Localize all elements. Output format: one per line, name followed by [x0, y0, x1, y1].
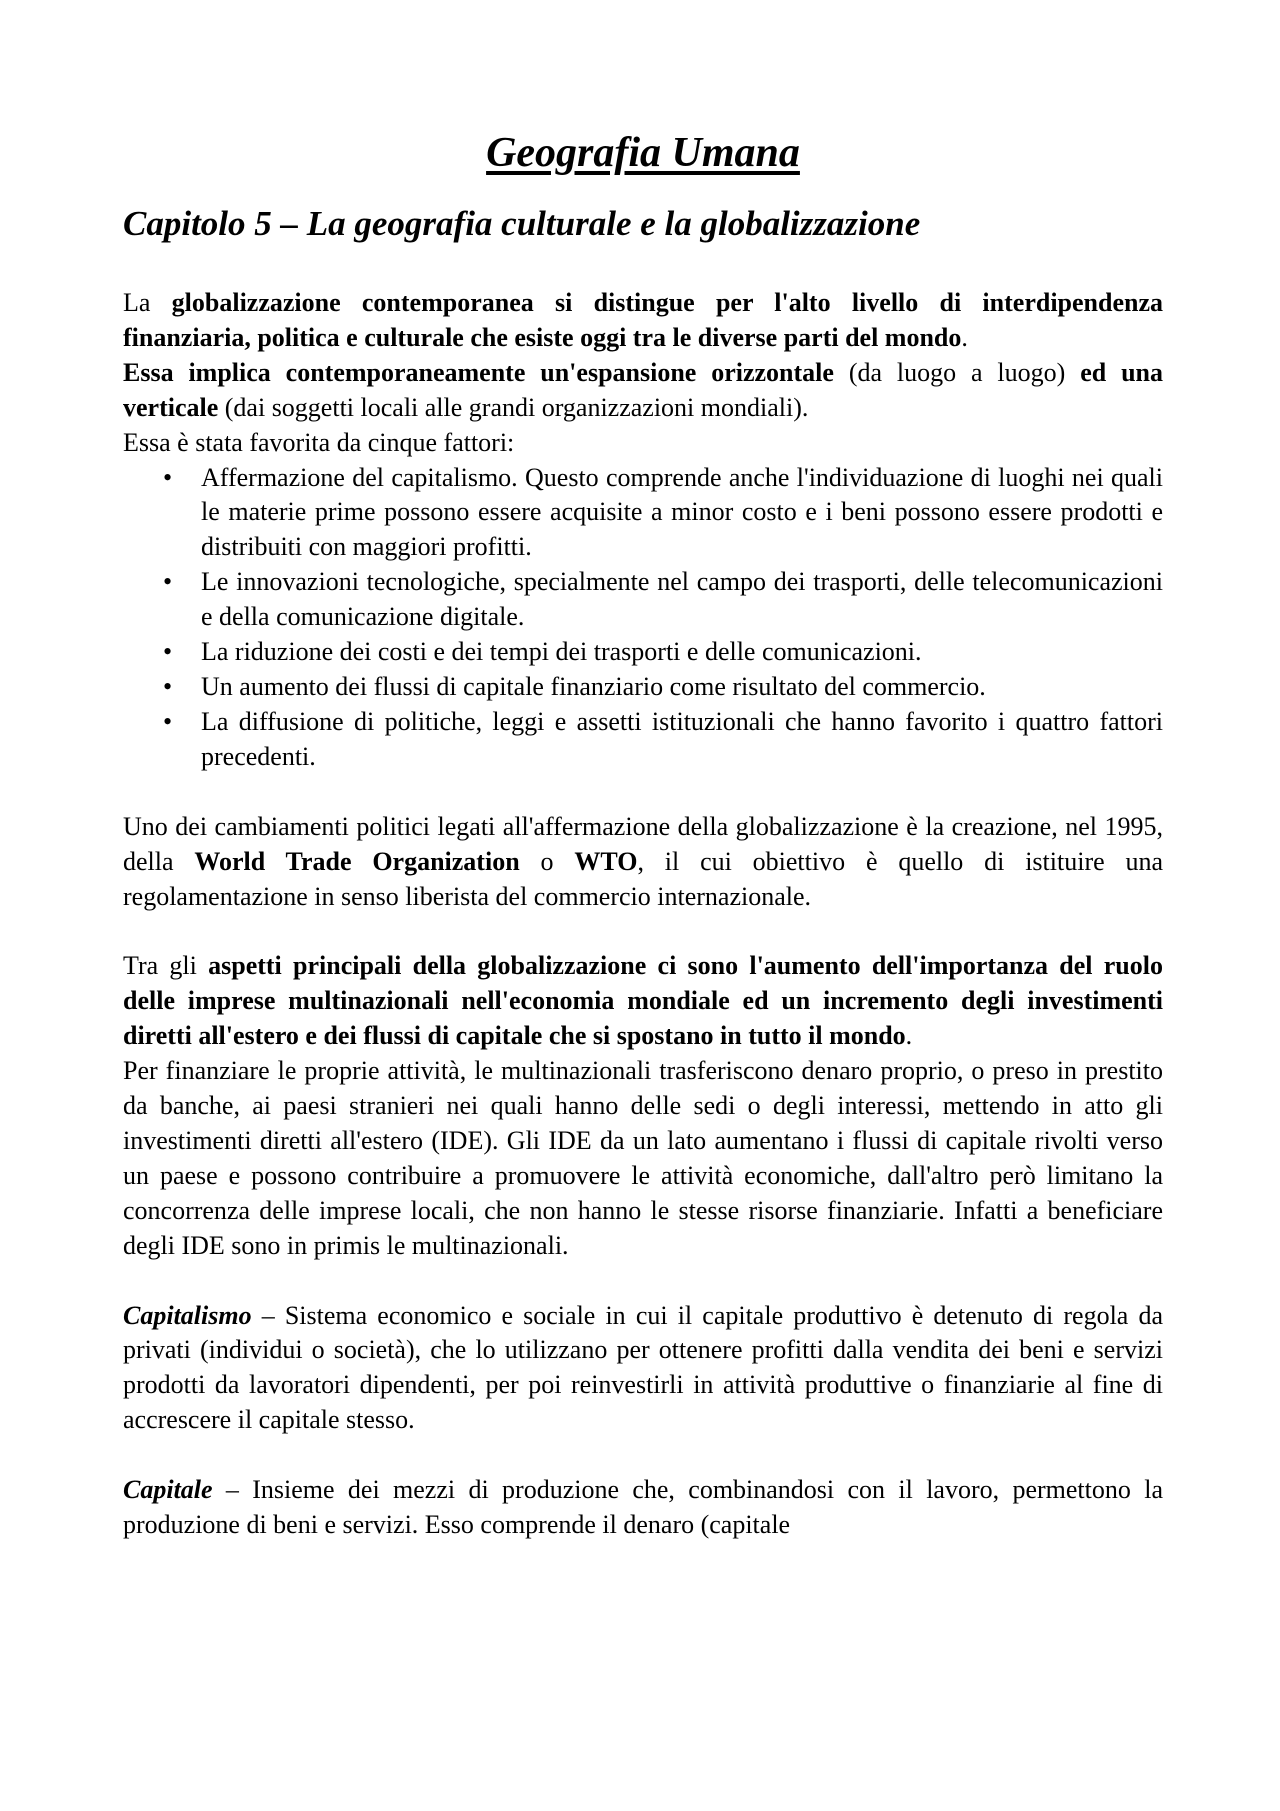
list-item — [123, 705, 1163, 775]
capitalismo-definition — [123, 1299, 1163, 1439]
list-item-text: Le innovazioni tecnologiche, specialmente nel campo dei trasporti, delle telecomunicazioni e della comunicazione digitale. — [201, 567, 1163, 632]
list-item-text: La riduzione dei costi e dei tempi dei trasporti e delle comunicazioni. — [201, 637, 922, 667]
list-item — [123, 461, 1163, 566]
bullet-icon: • — [163, 637, 173, 667]
intro-p2-text-d: (dai soggetti locali alle grandi organizzazioni mondiali). — [218, 392, 809, 422]
intro-p1-bold: globalizzazione contemporanea si distingue per l'alto livello di interdipendenza finanziaria, politica e culturale che esiste oggi tra le diverse parti del mondo — [123, 288, 1164, 352]
wto-name: World Trade Organization — [194, 846, 520, 876]
ide-paragraph: Per finanziare le proprie attività, le multinazionali trasferiscono denaro proprio, o preso in prestito da banche, ai paesi stranieri nei quali hanno delle sedi o degli interessi, mettendo in atto gli investimenti diretti all'estero (IDE). Gli IDE da un lato aumentano i flussi di capitale rivolti verso un paese e possono contribuire a promuovere le attività economiche, dall'altro però limitano la concorrenza delle imprese locali, che non hanno le stesse risorse finanziarie. Infatti a beneficiare degli IDE sono in primis le multinazionali. — [123, 1056, 1163, 1260]
list-item — [123, 670, 1163, 705]
aspects-text-c: . — [905, 1021, 913, 1051]
chapter-title: Capitolo 5 – La geografia culturale e la globalizzazione — [123, 204, 921, 243]
wto-text-c: o — [519, 846, 575, 876]
bullet-icon: • — [163, 706, 173, 736]
capitale-term: Capitale — [123, 1475, 213, 1505]
capitale-text: – Insieme dei mezzi di produzione che, combinandosi con il lavoro, permettono la produzione di beni e servizi. Esso comprende il denaro (capitale — [123, 1475, 1163, 1540]
bullet-icon: • — [163, 567, 173, 597]
intro-p2-bold-c: ed una verticale — [123, 357, 1163, 422]
list-item-text: La diffusione di politiche, leggi e assetti istituzionali che hanno favorito i quattro fattori precedenti. — [201, 706, 1163, 771]
list-item-text: Un aumento dei flussi di capitale finanziario come risultato del commercio. — [201, 671, 986, 701]
aspects-paragraph — [123, 949, 1163, 1054]
list-item — [123, 635, 1163, 670]
document-title: Geografia Umana — [486, 130, 800, 176]
wto-acronym: WTO — [574, 846, 638, 876]
capitalismo-term: Capitalismo — [123, 1300, 252, 1330]
bullet-icon: • — [163, 462, 173, 492]
intro-p1-text-c: . — [961, 322, 968, 352]
wto-paragraph — [123, 810, 1163, 915]
intro-paragraph-3: Essa è stata favorita da cinque fattori: — [123, 427, 515, 457]
wto-text-e: , il cui obiettivo è quello di istituire una regolamentazione in senso liberista del commercio internazionale. — [123, 846, 1164, 911]
document-page — [123, 128, 1163, 1543]
list-item-text: Affermazione del capitalismo. Questo comprende anche l'individuazione di luoghi nei quali le materie prime possono essere acquisite a minor costo e i beni possono essere prodotti e distribuiti con maggiori profitti. — [201, 462, 1163, 562]
capitale-definition — [123, 1473, 1163, 1543]
intro-paragraph-1 — [123, 286, 1163, 356]
wto-text-a: Uno dei cambiamenti politici legati all'affermazione della globalizzazione è la creazione, nel 1995, della — [123, 811, 1163, 876]
aspects-bold: aspetti principali della globalizzazione ci sono l'aumento dell'importanza del ruolo delle imprese multinazionali nell'economia mondiale ed un incremento degli investimenti diretti all'estero e dei flussi di capitale che si spostano in tutto il mondo — [123, 951, 1163, 1051]
capitalismo-text: – Sistema economico e sociale in cui il capitale produttivo è detenuto di regola da privati (individui o società), che lo utilizzano per ottenere profitti dalla vendita dei beni e servizi prodotti da lavoratori dipendenti, per poi reinvestirli in attività produttive o finanziarie al fine di accrescere il capitale stesso. — [123, 1300, 1163, 1435]
intro-p2-text-b: (da luogo a luogo) — [833, 357, 1081, 387]
intro-p2-bold-a: Essa implica contemporaneamente un'espansione orizzontale — [123, 357, 834, 387]
bullet-icon: • — [163, 671, 173, 701]
list-item — [123, 565, 1163, 635]
intro-p1-text-a: La — [123, 288, 172, 317]
factors-list — [123, 461, 1163, 775]
aspects-text-a: Tra gli — [123, 951, 209, 981]
intro-paragraph-2 — [123, 356, 1163, 426]
